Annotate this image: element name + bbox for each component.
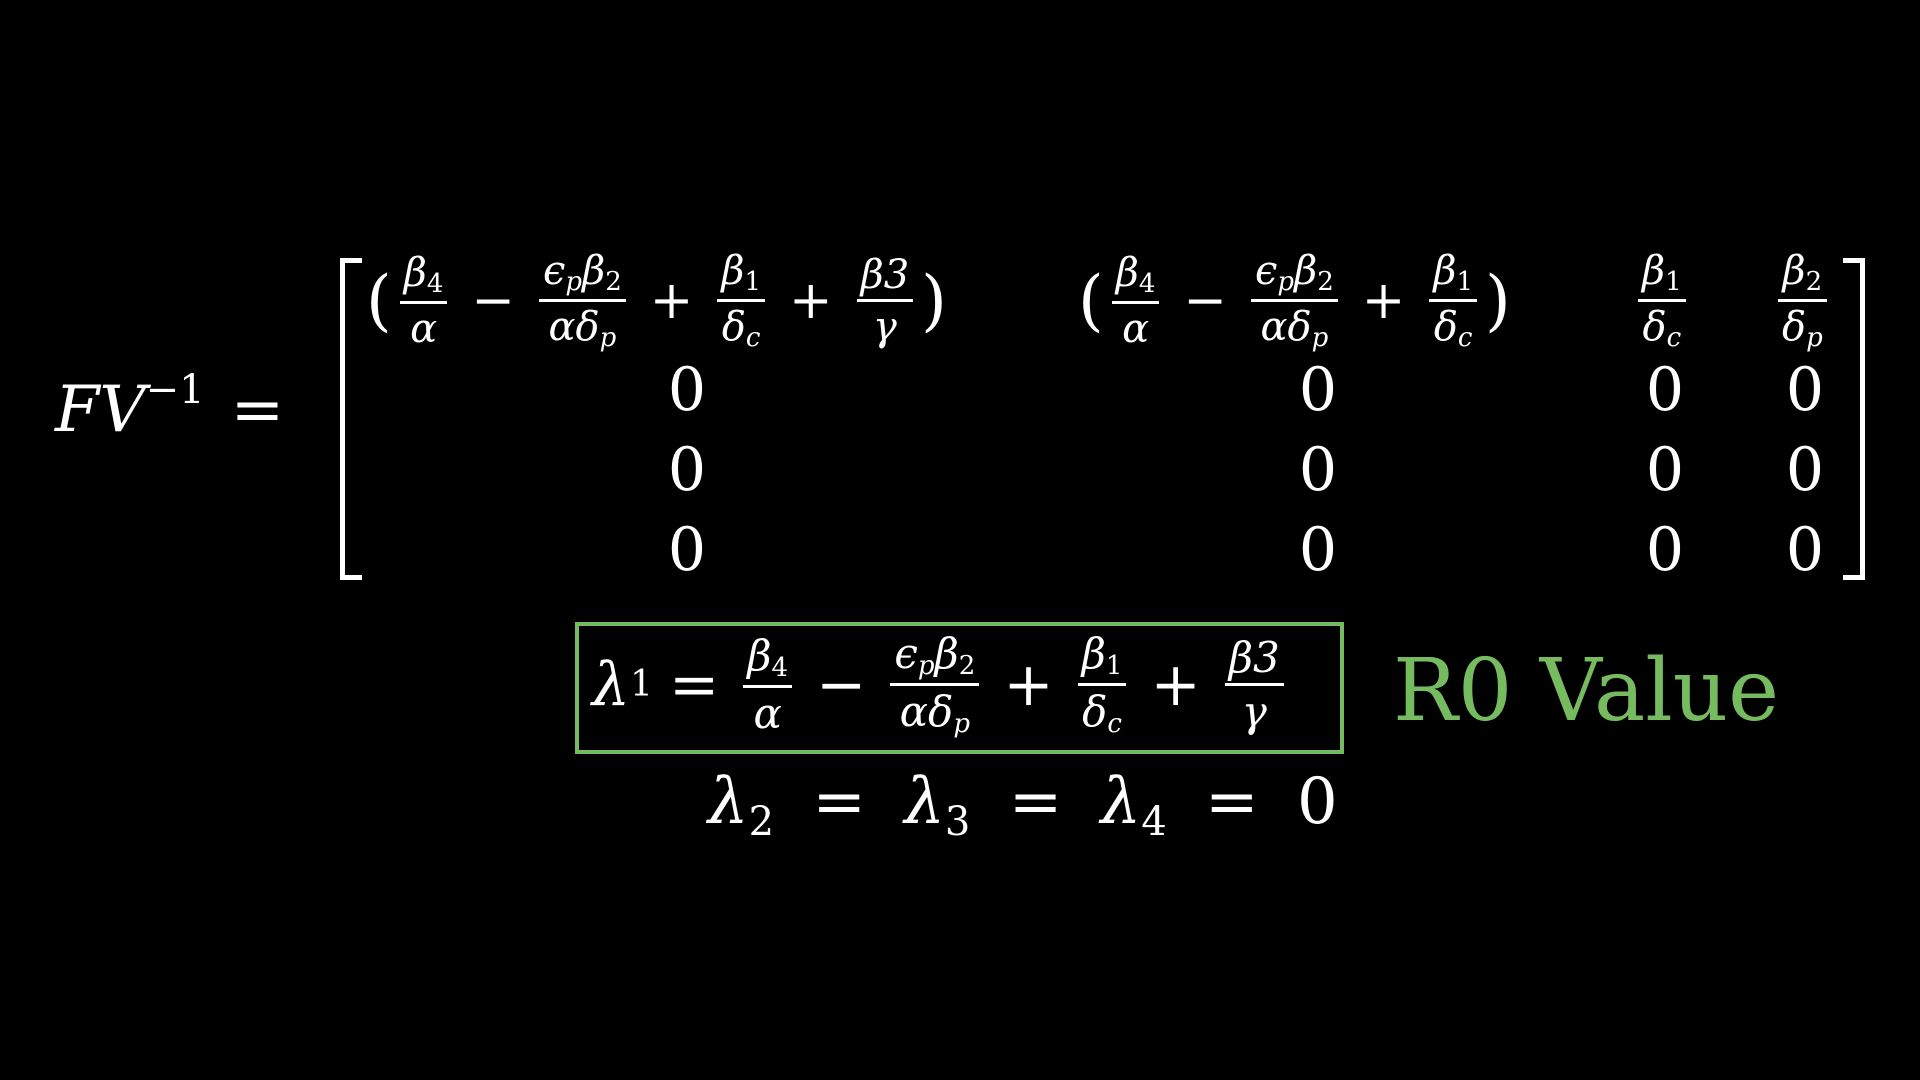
numerator: β: [1642, 248, 1666, 294]
numerator: ϵ: [894, 629, 918, 678]
denominator: γ: [872, 304, 897, 351]
equals-sign: =: [1205, 765, 1259, 839]
numerator: β: [1115, 250, 1139, 297]
fraction: [1078, 629, 1127, 740]
denominator: δ: [1642, 304, 1667, 351]
matrix-cell-r0-c3: [1770, 250, 1835, 353]
denominator: αδ: [1260, 304, 1312, 351]
matrix-cell-r3-c2: 0: [1645, 515, 1685, 585]
subscript: 4: [1138, 269, 1156, 300]
subscript: p: [1311, 323, 1329, 354]
numerator: β3: [860, 252, 910, 299]
operator: +: [1361, 271, 1406, 332]
matrix-cell-r0-c0: [366, 250, 947, 353]
subscript: 2: [958, 651, 976, 681]
operator: +: [788, 271, 833, 332]
matrix-cell-r1-c0: 0: [667, 355, 707, 425]
operator: +: [1003, 650, 1054, 721]
numerator: β3: [1228, 633, 1280, 683]
subscript: 1: [1456, 267, 1473, 297]
fraction: [1251, 250, 1338, 353]
open-paren: (: [366, 262, 392, 340]
fraction: [890, 629, 979, 740]
numerator: β: [934, 629, 959, 678]
matrix-cell-r3-c1: 0: [1298, 515, 1338, 585]
numerator: β: [582, 248, 606, 294]
matrix-cell-r3-c3: 0: [1785, 515, 1825, 585]
subscript: 2: [1317, 267, 1334, 297]
fraction: [400, 250, 448, 353]
denominator: α: [1122, 306, 1150, 353]
numerator: β: [1782, 248, 1806, 294]
lambda-symbol: λ: [1100, 765, 1142, 839]
subscript: 4: [426, 269, 444, 300]
numerator: ϵ: [1255, 248, 1278, 294]
fraction: [1225, 633, 1284, 737]
subscript: 1: [744, 267, 761, 297]
remaining-eigenvalues: [708, 765, 1338, 845]
subscript: c: [745, 323, 761, 354]
fraction: [1429, 250, 1477, 353]
subscript: c: [1107, 709, 1122, 740]
subscript: p: [599, 323, 617, 354]
numerator: β: [721, 248, 745, 294]
denominator: α: [753, 689, 782, 739]
denominator: δ: [1433, 304, 1458, 351]
subscript: c: [1457, 323, 1473, 354]
matrix-left-bracket: [340, 258, 362, 580]
matrix-cell-r1-c2: 0: [1645, 355, 1685, 425]
lhs-superscript: −1: [145, 367, 205, 413]
subscript: p: [1277, 267, 1295, 297]
matrix-cell-r2-c1: 0: [1298, 435, 1338, 505]
matrix-cell-r2-c0: 0: [667, 435, 707, 505]
r0-value-label: R0 Value: [1393, 641, 1780, 741]
denominator: δ: [1782, 304, 1807, 351]
operator: −: [816, 650, 867, 721]
zero-value: 0: [1296, 765, 1338, 839]
denominator: αδ: [899, 687, 954, 737]
lambda-symbol: λ: [592, 650, 631, 721]
matrix-cell-r0-c2: [1630, 250, 1694, 353]
denominator: γ: [1241, 687, 1267, 737]
subscript: 4: [771, 653, 789, 684]
numerator: ϵ: [543, 248, 566, 294]
subscript: 4: [1141, 799, 1167, 845]
fraction: [539, 250, 626, 353]
numerator: β: [1433, 248, 1457, 294]
close-paren: ): [921, 262, 947, 340]
subscript: 2: [605, 267, 622, 297]
numerator: β: [1081, 629, 1106, 678]
lambda-symbol: λ: [708, 765, 749, 839]
fraction: [1112, 250, 1160, 353]
subscript: p: [953, 709, 970, 740]
lambda-symbol: λ: [904, 765, 945, 839]
denominator: α: [410, 306, 438, 353]
denominator: αδ: [548, 304, 600, 351]
subscript: 1: [630, 664, 653, 706]
fraction: [857, 252, 914, 351]
operator: +: [649, 271, 694, 332]
matrix-cell-r1-c3: 0: [1785, 355, 1825, 425]
numerator: β: [747, 631, 772, 681]
denominator: δ: [721, 304, 746, 351]
fraction: [743, 631, 792, 739]
matrix-cell-r1-c1: 0: [1298, 355, 1338, 425]
open-paren: (: [1078, 262, 1104, 340]
subscript: 1: [1105, 651, 1123, 681]
equals-sign: =: [668, 650, 720, 721]
equals-sign: =: [1008, 765, 1063, 839]
lhs-expression: [55, 367, 285, 447]
close-paren: ): [1484, 262, 1511, 340]
fraction: [717, 250, 765, 353]
subscript: 1: [1665, 267, 1682, 297]
operator: −: [471, 271, 515, 332]
subscript: p: [565, 267, 583, 297]
matrix-right-bracket: [1843, 258, 1865, 580]
matrix-cell-r3-c0: 0: [667, 515, 707, 585]
operator: +: [1150, 650, 1201, 721]
matrix-cell-r2-c3: 0: [1785, 435, 1825, 505]
lhs-base: FV: [55, 373, 146, 447]
lhs-equals: =: [230, 373, 285, 447]
fraction: [1778, 250, 1827, 353]
numerator: β: [1294, 248, 1318, 294]
lambda1-equation: [592, 629, 1292, 740]
operator: −: [1183, 271, 1227, 332]
subscript: c: [1666, 323, 1682, 354]
subscript: 2: [748, 799, 775, 845]
numerator: β: [403, 250, 427, 297]
subscript: p: [1806, 323, 1823, 354]
subscript: p: [917, 651, 935, 681]
subscript: 2: [1805, 267, 1823, 297]
equals-sign: =: [812, 765, 866, 839]
subscript: 3: [944, 799, 971, 845]
denominator: δ: [1082, 687, 1108, 737]
fraction: [1638, 250, 1686, 353]
matrix-cell-r0-c1: [1078, 250, 1511, 353]
matrix-cell-r2-c2: 0: [1645, 435, 1685, 505]
